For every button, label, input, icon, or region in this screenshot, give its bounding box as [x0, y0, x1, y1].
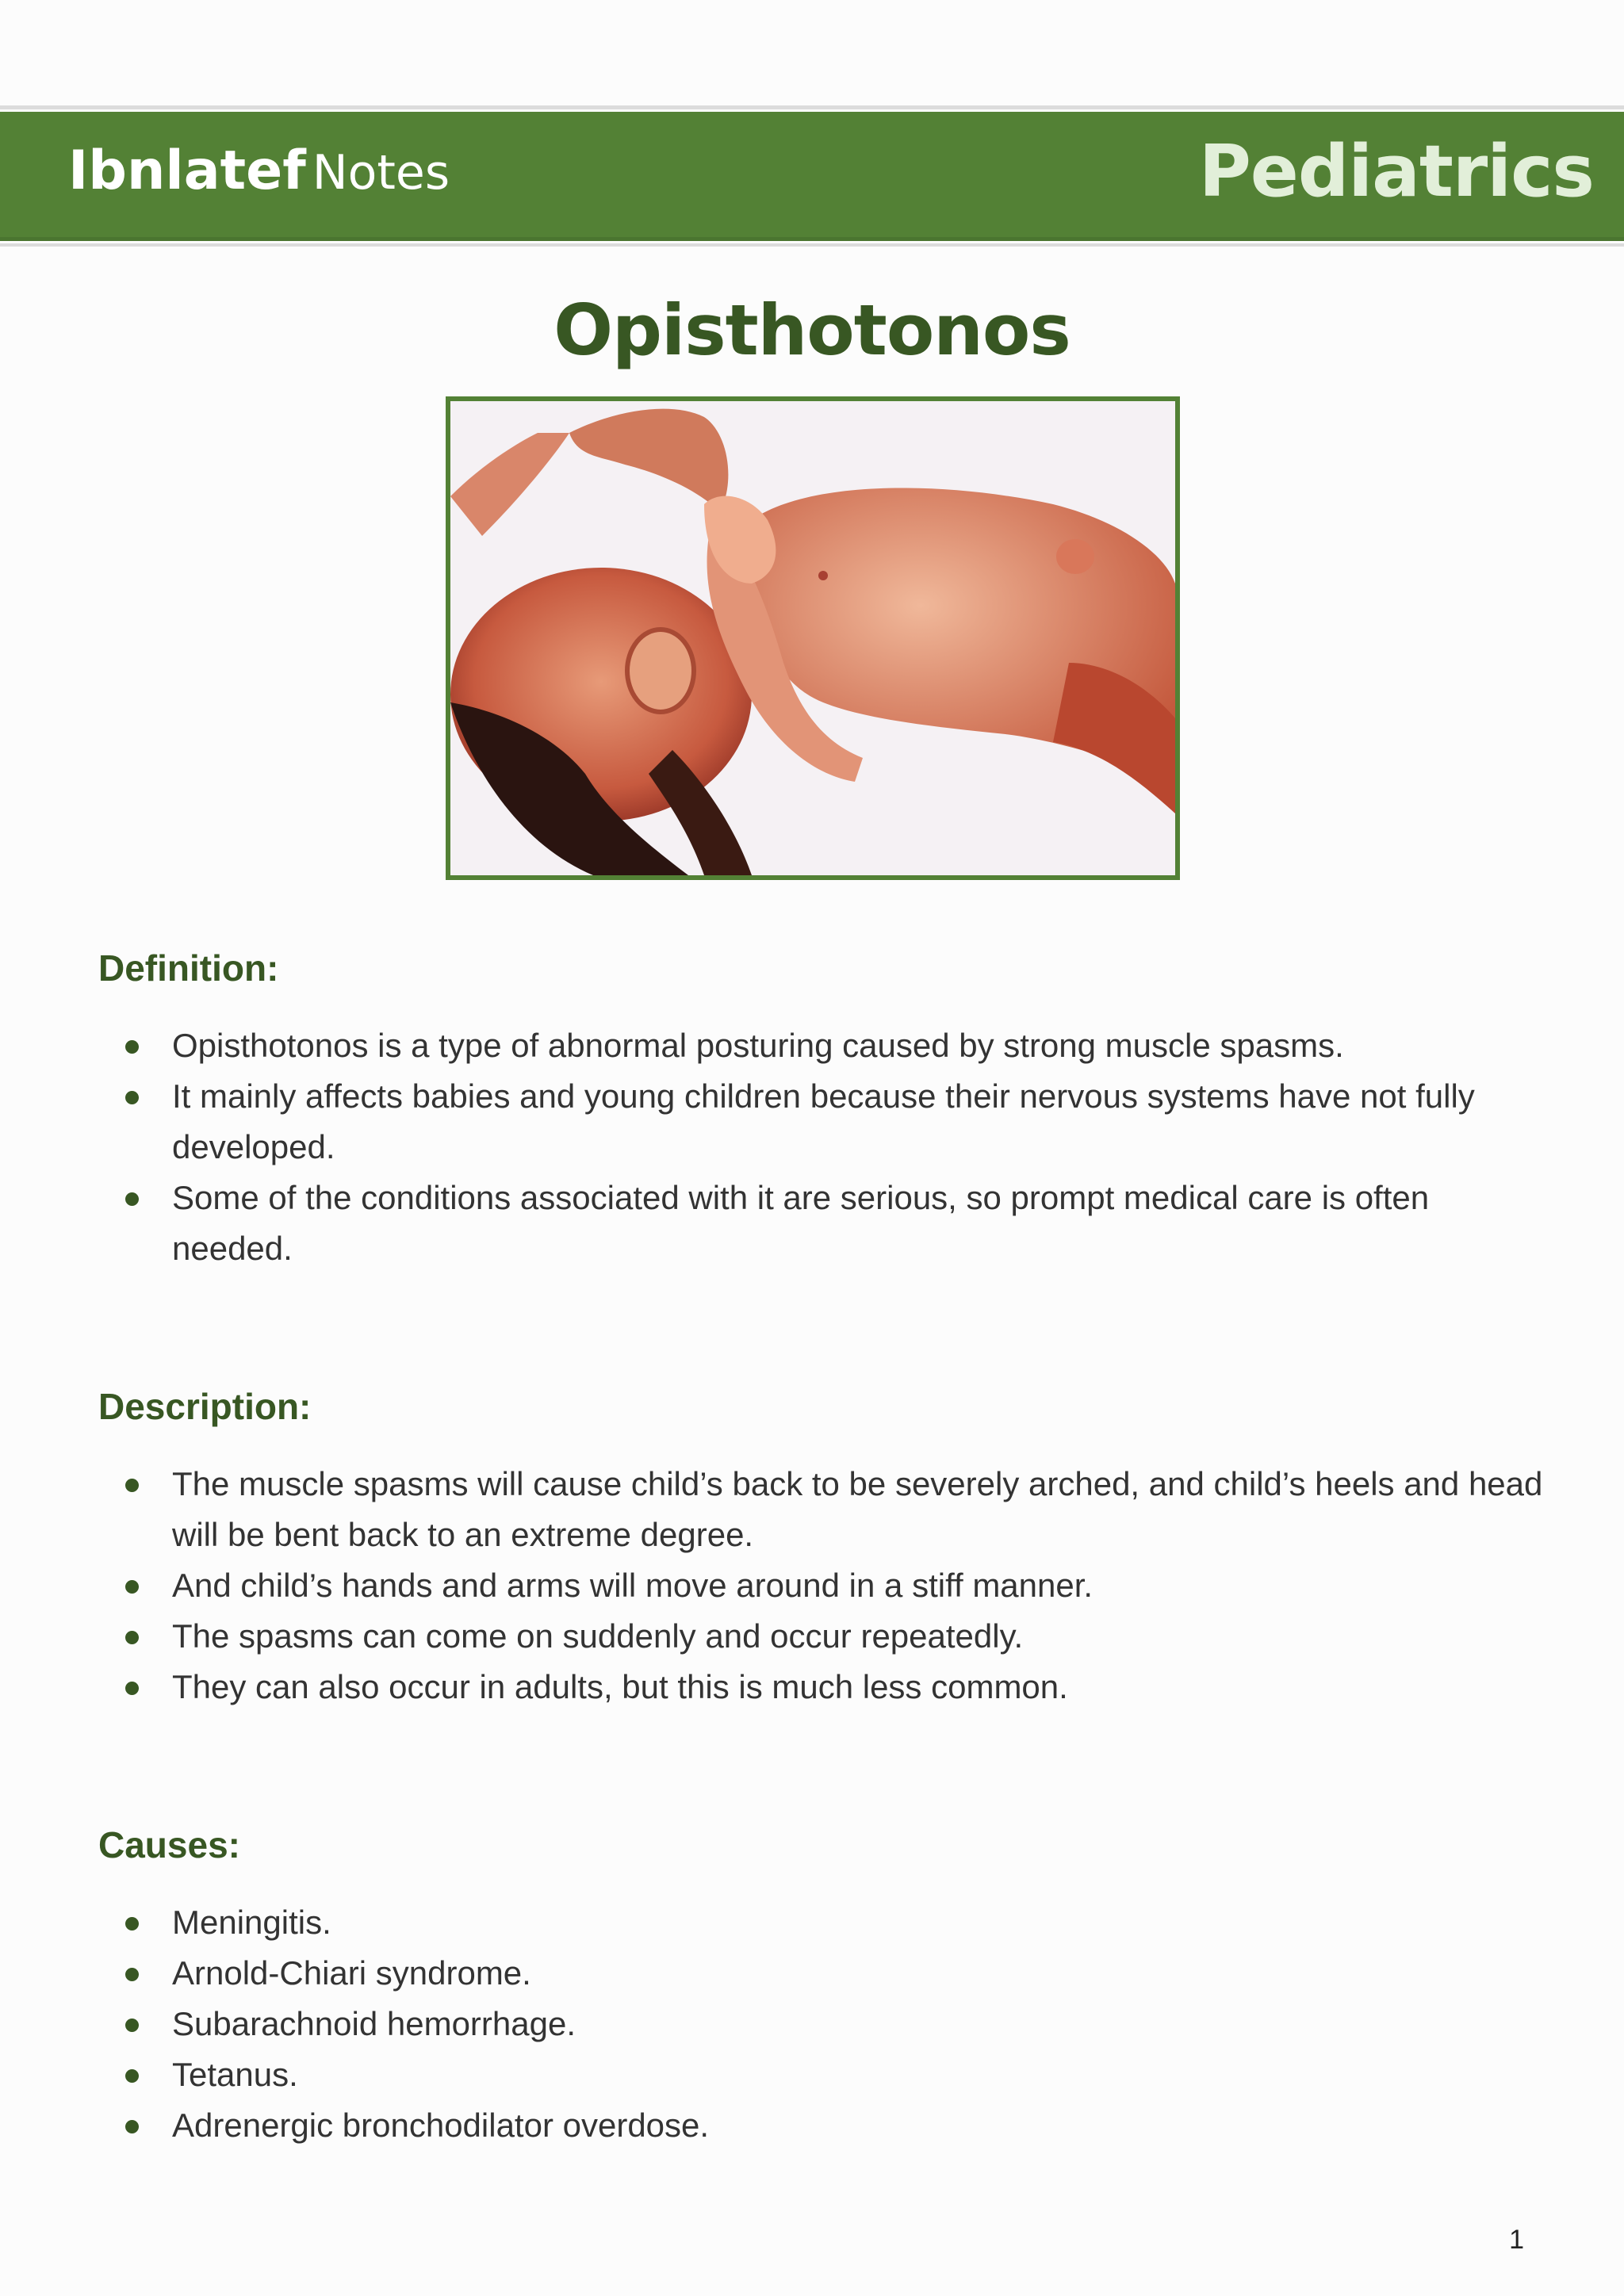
list-item: Tetanus.: [125, 2049, 1553, 2100]
bullet-icon: [125, 1968, 139, 1981]
bullet-icon: [125, 1091, 139, 1104]
list-item: Meningitis.: [125, 1897, 1553, 1948]
list-item: Arnold-Chiari syndrome.: [125, 1948, 1553, 1999]
bullet-icon: [125, 1682, 139, 1695]
bullet-icon: [125, 2120, 139, 2133]
page-title: Opisthotonos: [553, 289, 1071, 371]
bullet-icon: [125, 1040, 139, 1054]
bullet-icon: [125, 1192, 139, 1206]
subject-title: Pediatrics: [1198, 130, 1594, 213]
page-number: 1: [1509, 2225, 1524, 2255]
section-heading-definition: Definition:: [98, 947, 279, 989]
bullet-icon: [125, 2019, 139, 2032]
causes-list: [125, 1897, 1553, 2151]
list-item: Subarachnoid hemorrhage.: [125, 1999, 1553, 2049]
list-item: The spasms can come on suddenly and occur repeatedly.: [125, 1611, 1553, 1662]
list-item: Opisthotonos is a type of abnormal posturing caused by strong muscle spasms.: [125, 1020, 1553, 1071]
brand-logo: [68, 140, 450, 202]
infant-illustration: [450, 401, 1175, 875]
bullet-icon: [125, 2069, 139, 2083]
brand-suffix: Notes: [312, 145, 450, 201]
description-list: [125, 1459, 1553, 1712]
opisthotonos-photo: [446, 396, 1180, 880]
list-item: It mainly affects babies and young children because their nervous systems have not fully developed.: [125, 1071, 1553, 1173]
bullet-icon: [125, 1917, 139, 1931]
bullet-icon: [125, 1580, 139, 1594]
list-item: The muscle spasms will cause child’s back to be severely arched, and child’s heels and head will be bent back to an extreme degree.: [125, 1459, 1553, 1560]
list-item: Some of the conditions associated with it are serious, so prompt medical care is often needed.: [125, 1173, 1553, 1274]
section-heading-description: Description:: [98, 1386, 312, 1427]
bullet-icon: [125, 1479, 139, 1492]
list-item: They can also occur in adults, but this is much less common.: [125, 1662, 1553, 1712]
section-heading-causes: Causes:: [98, 1824, 240, 1866]
bullet-icon: [125, 1631, 139, 1644]
list-item: Adrenergic bronchodilator overdose.: [125, 2100, 1553, 2151]
header-top-rule: [0, 105, 1624, 109]
header-bottom-rule: [0, 243, 1624, 247]
brand-name: Ibnlatef: [68, 140, 306, 202]
definition-list: [125, 1020, 1553, 1274]
list-item: And child’s hands and arms will move around in a stiff manner.: [125, 1560, 1553, 1611]
